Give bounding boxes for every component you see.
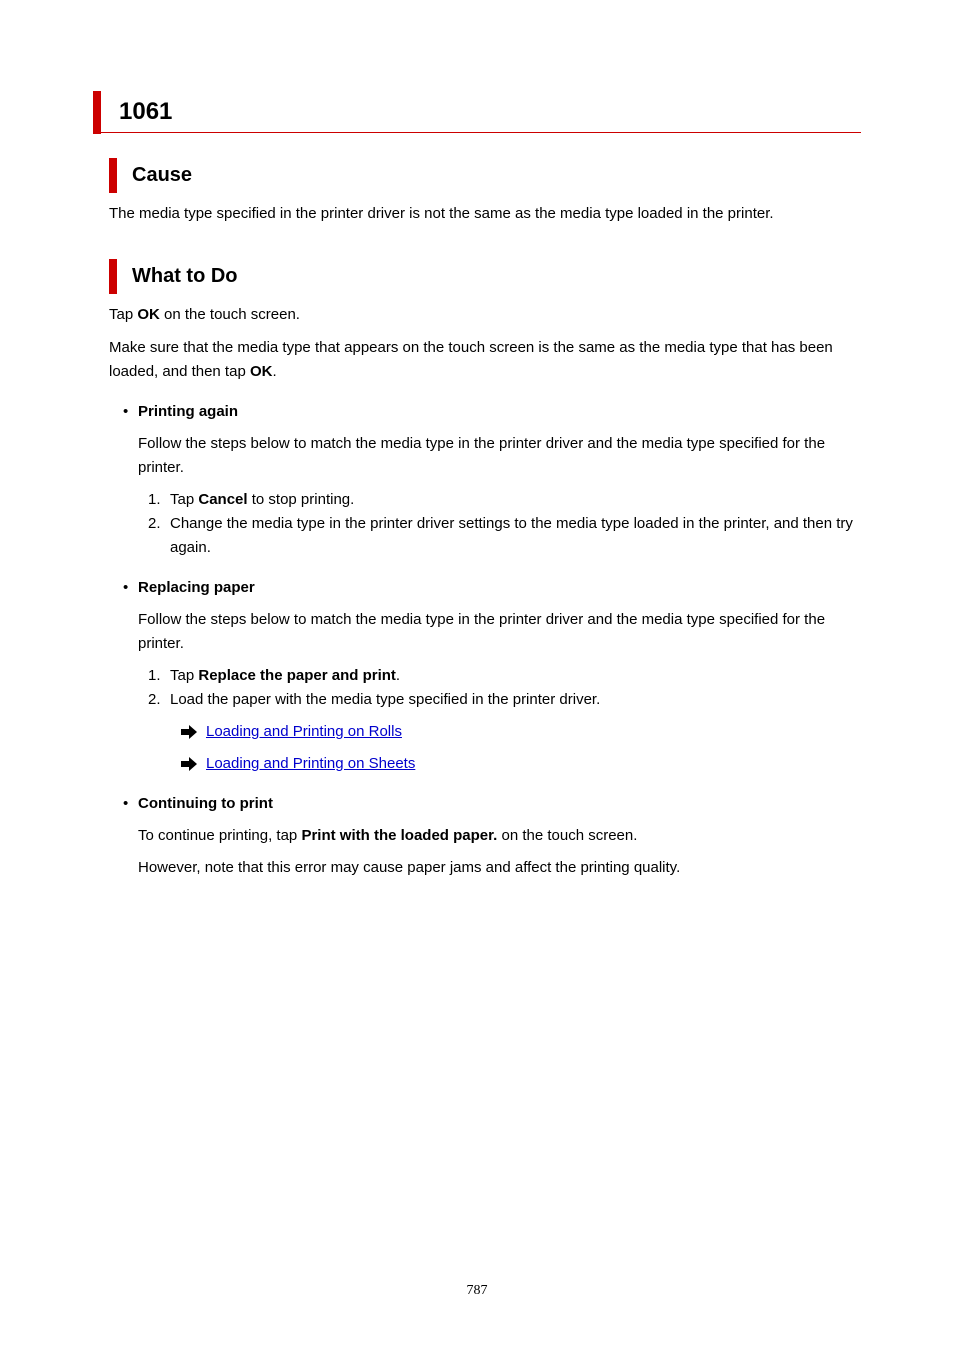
replacing-paper-step-1 [170, 664, 860, 688]
replacing-paper-step-2: Load the paper with the media type specified in the printer driver. [170, 691, 601, 708]
replacing-paper-intro: Follow the steps below to match the media type in the printer driver and the media type specified for the printer. [138, 611, 826, 652]
text-run: on the touch screen. [497, 827, 638, 844]
text-run: Make sure that the media type that appears on the touch screen is the same as the media type that has been loaded, and then tap [109, 339, 833, 380]
printing-again-step-2: Change the media type in the printer driver settings to the media type loaded in the printer, and then try again. [170, 515, 853, 556]
step-number: 2. [148, 691, 161, 708]
bullet-icon: • [123, 403, 129, 420]
step-number: 2. [148, 515, 161, 532]
page-number: 787 [466, 1283, 488, 1298]
print-loaded-paper-label: Print with the loaded paper. [301, 827, 498, 844]
continuing-paragraph-1 [138, 824, 861, 848]
printing-again-intro: Follow the steps below to match the media type in the printer driver and the media type specified for the printer. [138, 435, 826, 476]
ok-label: OK [249, 363, 273, 380]
continuing-label: Continuing to print [138, 795, 273, 812]
cause-text: The media type specified in the printer driver is not the same as the media type loaded in the printer. [109, 205, 774, 222]
replace-paper-label: Replace the paper and print [198, 667, 396, 684]
text-run: on the touch screen. [159, 306, 300, 323]
link-loading-printing-rolls[interactable]: Loading and Printing on Rolls [206, 723, 402, 740]
what-to-do-paragraph-2 [109, 336, 861, 384]
text-run: Tap [170, 491, 199, 508]
what-to-do-heading: What to Do [132, 265, 238, 287]
bullet-icon: • [123, 579, 129, 596]
ok-label: OK [137, 306, 160, 323]
arrow-right-icon [180, 756, 198, 772]
arrow-right-icon [180, 724, 198, 740]
link-loading-printing-sheets[interactable]: Loading and Printing on Sheets [206, 755, 416, 772]
what-to-do-accent-bar [109, 259, 117, 294]
printing-again-label: Printing again [138, 403, 239, 420]
title-underline [93, 132, 861, 133]
what-to-do-paragraph-1 [109, 303, 861, 327]
replacing-paper-label: Replacing paper [138, 579, 255, 596]
cause-heading: Cause [132, 164, 193, 186]
page-title: 1061 [119, 98, 173, 125]
cause-accent-bar [109, 158, 117, 193]
text-run: To continue printing, tap [138, 827, 302, 844]
printing-again-step-1 [170, 488, 860, 512]
text-run: Tap [109, 306, 138, 323]
step-number: 1. [148, 491, 161, 508]
bullet-icon: • [123, 795, 129, 812]
cancel-label: Cancel [198, 491, 248, 508]
title-accent-bar [93, 91, 101, 134]
continuing-paragraph-2: However, note that this error may cause paper jams and affect the printing quality. [138, 859, 681, 876]
step-number: 1. [148, 667, 161, 684]
text-run: Tap [170, 667, 199, 684]
text-run: . [395, 667, 401, 684]
text-run: to stop printing. [247, 491, 355, 508]
text-run: . [272, 363, 277, 380]
